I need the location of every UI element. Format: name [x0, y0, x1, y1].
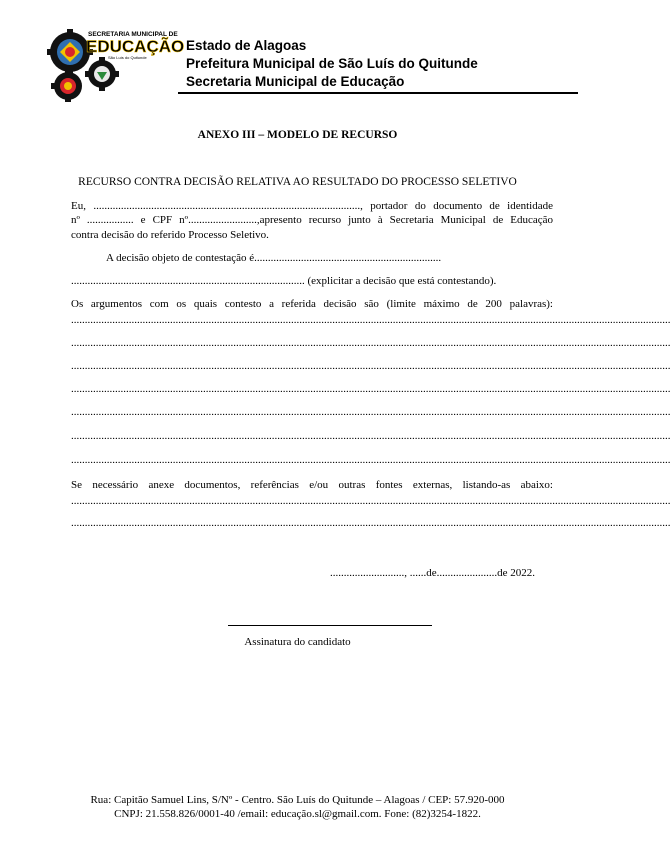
- header-secretariat: Secretaria Municipal de Educação: [186, 74, 405, 89]
- header-prefecture: Prefeitura Municipal de São Luís do Quitunde: [186, 56, 478, 71]
- footer-address: Rua: Capitão Samuel Lins, S/Nº - Centro. São Luís do Quitunde – Alagoas / CEP: 57.920-000: [90, 794, 505, 806]
- header-state: Estado de Alagoas: [186, 38, 307, 53]
- argument-line: ..........................................................................................................................................................................................................................: [71, 337, 671, 349]
- logo-text-top: SECRETARIA MUNICIPAL DE: [88, 31, 178, 38]
- argument-line: ..........................................................................................................................................................................................................................: [71, 430, 671, 442]
- decision-line-1: A decisão objeto de contestação é....................................................................: [106, 252, 442, 264]
- argument-line: ..........................................................................................................................................................................................................................: [71, 454, 671, 466]
- page-subtitle: RECURSO CONTRA DECISÃO RELATIVA AO RESULTADO DO PROCESSO SELETIVO: [78, 176, 517, 188]
- header-divider: [178, 92, 578, 94]
- signature-label: Assinatura do candidato: [244, 636, 351, 648]
- identity-line-2: nº ................. e CPF nº.........................,apresento recurso junto à Secretaria Municipal de Educação: [71, 214, 553, 226]
- arguments-intro: Os argumentos com os quais contesto a referida decisão são (limite máximo de 200 palavras):: [71, 298, 553, 310]
- signature-line: [228, 625, 432, 626]
- argument-line: ..........................................................................................................................................................................................................................: [71, 383, 671, 395]
- identity-line-3: contra decisão do referido Processo Seletivo.: [71, 229, 269, 241]
- logo-text-small: São Luís do Quitunde: [108, 55, 147, 60]
- argument-line: ..........................................................................................................................................................................................................................: [71, 314, 671, 326]
- argument-line: ..........................................................................................................................................................................................................................: [71, 360, 671, 372]
- logo-text-main: EDUCAÇÃO: [86, 37, 185, 56]
- argument-line: ..........................................................................................................................................................................................................................: [71, 406, 671, 418]
- date-line: ..........................., ......de......................de 2022.: [330, 567, 536, 579]
- education-logo: [46, 28, 185, 104]
- annex-line: ..........................................................................................................................................................................................................................: [71, 495, 671, 507]
- annex-intro: Se necessário anexe documentos, referências e/ou outras fontes externas, listando-as abaixo:: [71, 479, 553, 491]
- identity-line-1: Eu, ................................................................................................., portador do documento de identidade: [71, 200, 553, 212]
- page-title: ANEXO III – MODELO DE RECURSO: [197, 129, 398, 141]
- decision-line-2: ..................................................................................... (explicitar a decisão que está contestando).: [71, 275, 497, 287]
- footer-contact: CNPJ: 21.558.826/0001-40 /email: educação.sl@gmail.com. Fone: (82)3254-1822.: [114, 808, 481, 820]
- annex-line: ..........................................................................................................................................................................................................................: [71, 517, 671, 529]
